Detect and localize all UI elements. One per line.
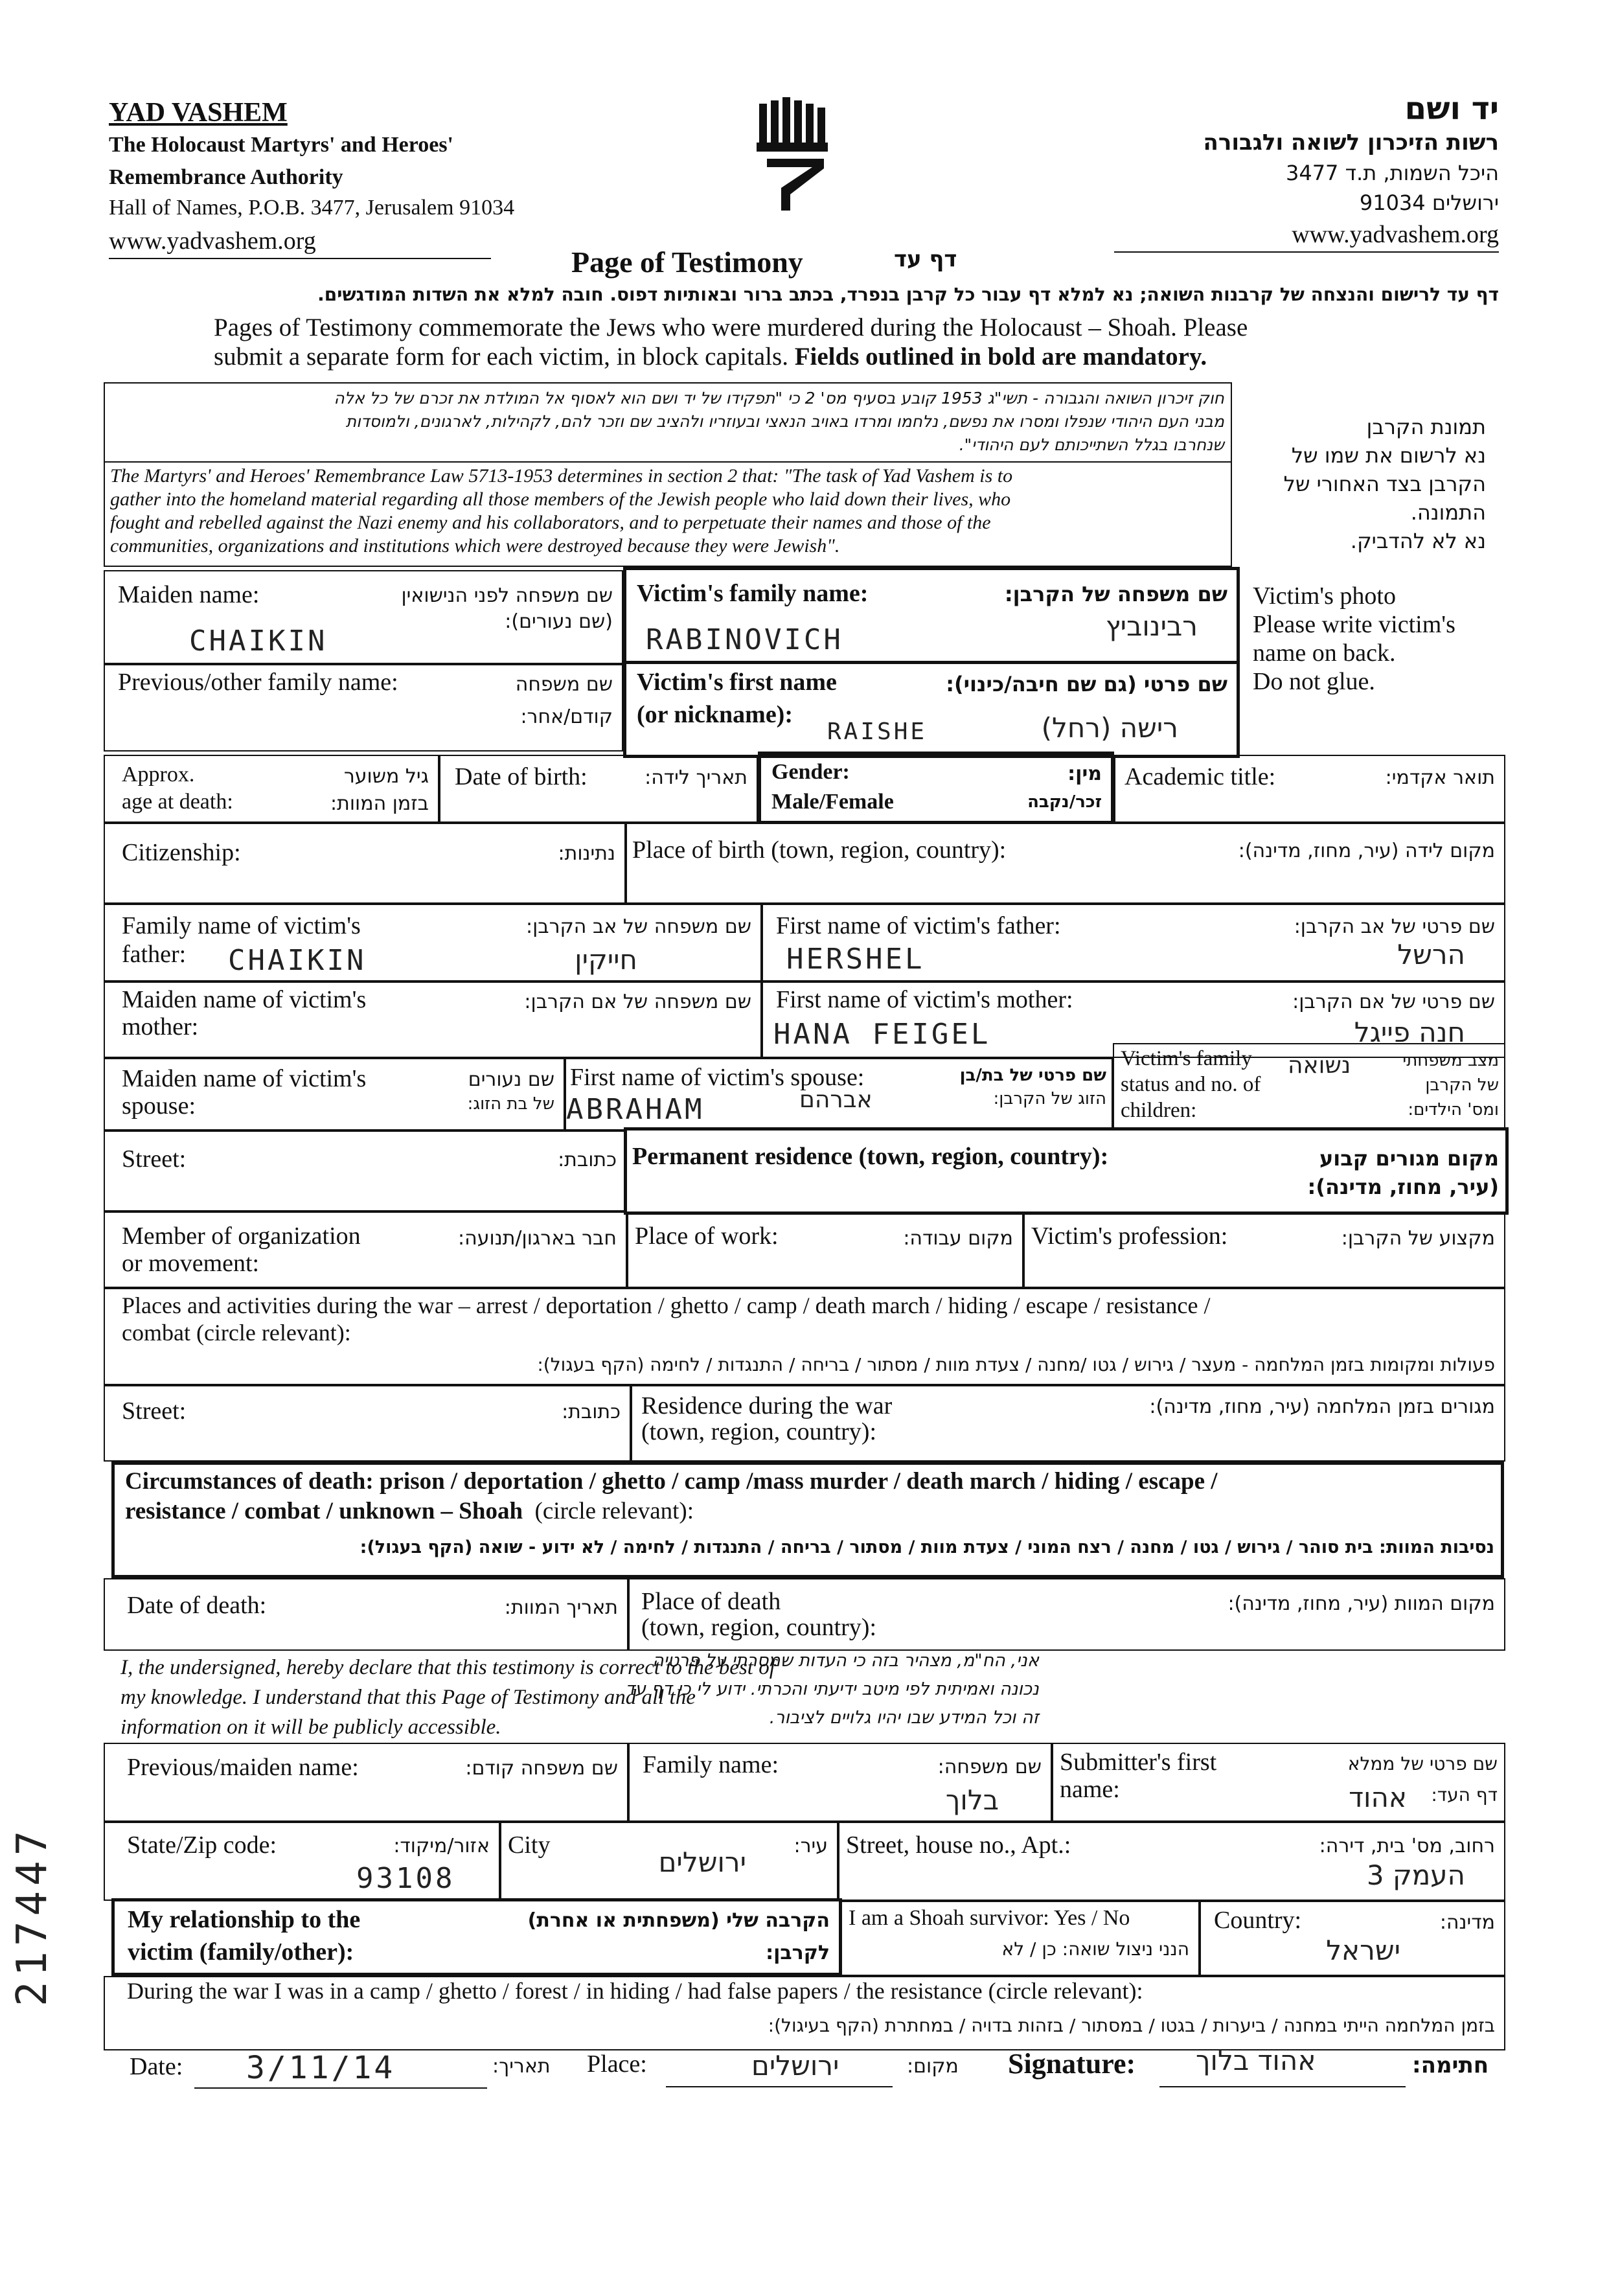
father-family-value-he: חייקין <box>575 944 637 976</box>
prev-family-name-label: Previous/other family name: <box>118 669 398 696</box>
intro-en-line2 <box>214 342 1207 371</box>
father-first-label: First name of victim's father: <box>776 912 1061 939</box>
perm-residence-field[interactable] <box>624 1127 1509 1215</box>
family-name-label: Victim's family name: <box>637 580 869 607</box>
intro-en-line2b: Fields outlined in bold are mandatory. <box>794 343 1207 371</box>
academic-title-field[interactable] <box>1114 755 1505 823</box>
country-value: ישראל <box>1326 1934 1400 1966</box>
spouse-maiden-label-2: spouse: <box>122 1092 196 1119</box>
submitter-family-name-field[interactable] <box>628 1743 1052 1822</box>
first-name-label: Victim's first name <box>637 669 837 696</box>
org-en-name: YAD VASHEM <box>109 98 288 128</box>
maiden-name-field[interactable] <box>104 570 623 664</box>
date-of-death-field[interactable] <box>104 1578 628 1651</box>
photo-he-5: נא לא להדביק. <box>1350 529 1486 553</box>
relationship-field[interactable] <box>111 1898 842 1976</box>
city-field[interactable] <box>500 1822 838 1901</box>
maiden-name-label-he: שם משפחה לפני הנישואין <box>401 584 613 607</box>
zip-label: State/Zip code: <box>127 1831 277 1859</box>
date-label-he: תאריך: <box>492 2055 551 2078</box>
age-label: Approx. <box>122 763 195 786</box>
war-residence-label-2: (town, region, country): <box>641 1418 877 1445</box>
father-family-label-2: father: <box>122 941 187 968</box>
street-address-value: העמק 3 <box>1366 1859 1465 1891</box>
relationship-label-2: victim (family/other): <box>128 1938 354 1966</box>
dob-label-he: תאריך לידה: <box>645 766 747 789</box>
law-he-line1: חוק זיכרון השואה והגבורה - תשי"ג 1953 קובע בסעיף מס' 2 כי "תפקידו של יד ושם הוא לאסוף אל המולדת את זכרם של כל אלה <box>334 389 1224 408</box>
war-residence-label: Residence during the war <box>641 1392 893 1419</box>
zip-label-he: אזור/מיקוד: <box>393 1835 490 1857</box>
intro-en-line2a: submit a separate form for each victim, in block capitals. <box>214 343 795 371</box>
spouse-first-field[interactable] <box>565 1058 1113 1131</box>
father-first-value-he: הרשל <box>1397 939 1465 970</box>
street-address-field[interactable] <box>838 1822 1505 1901</box>
law-en-line1: The Martyrs' and Heroes' Remembrance Law 5713-1953 determines in section 2 that: "The task of Yad Vashem is to <box>110 465 1013 487</box>
org-en-web: www.yadvashem.org <box>109 227 316 255</box>
street-label: Street: <box>122 1145 187 1173</box>
circumstances-label-2a: resistance / combat / unknown – Shoah <box>125 1498 523 1524</box>
org-en-line1: The Holocaust Martyrs' and Heroes' <box>109 133 453 157</box>
street-label-he: כתובת: <box>558 1149 617 1171</box>
org-he-line3: ירושלים 91034 <box>1359 190 1499 215</box>
street-field[interactable] <box>104 1131 627 1211</box>
perm-residence-label: Permanent residence (town, region, country): <box>632 1143 1109 1170</box>
street-address-label-he: רחוב, מס' בית, דירה: <box>1319 1835 1495 1857</box>
place-of-birth-label: Place of birth (town, region, country): <box>632 836 1007 864</box>
place-of-death-field[interactable] <box>628 1578 1505 1651</box>
age-label-2: age at death: <box>122 790 233 814</box>
father-first-value: HERSHEL <box>786 943 925 976</box>
law-en-line3: fought and rebelled against the Nazi enemy and his collaborators, and to perpetuate their names and those of the <box>110 512 991 533</box>
submitter-family-name-label-he: שם משפחה: <box>937 1756 1042 1778</box>
city-label-he: עיר: <box>793 1835 828 1857</box>
zip-field[interactable] <box>104 1822 500 1901</box>
date-of-death-label-he: תאריך המוות: <box>504 1596 618 1619</box>
law-en-line4: communities, organizations and institutions which were destroyed because they were Jewish". <box>110 535 840 557</box>
places-label-2: combat (circle relevant): <box>122 1320 351 1346</box>
date-value[interactable]: 3/11/14 <box>246 2050 396 2086</box>
signature-label-he: חתימה: <box>1412 2052 1489 2078</box>
circumstances-label: Circumstances of death: prison / deportation / ghetto / camp /mass murder / death march / hiding / escape / <box>125 1468 1218 1495</box>
photo-he-3: הקרבן בצד האחורי של <box>1283 472 1486 496</box>
first-name-value: RAISHE <box>827 718 928 745</box>
date-label: Date: <box>130 2053 183 2080</box>
place-of-death-label: Place of death <box>641 1588 781 1615</box>
mother-maiden-label-he: שם משפחה של אם הקרבן: <box>524 991 751 1013</box>
father-family-value: CHAIKIN <box>228 944 367 977</box>
family-status-label: Victim's family <box>1121 1047 1252 1070</box>
spouse-maiden-label-he: שם נעורים <box>468 1068 554 1091</box>
submitter-family-name-value: בלוך <box>945 1784 999 1816</box>
mother-first-label: First name of victim's mother: <box>776 986 1073 1013</box>
mother-maiden-field[interactable] <box>104 982 762 1058</box>
org-en-line2: Remembrance Authority <box>109 165 343 189</box>
gender-label-he2: זכר/נקבה <box>1027 792 1102 812</box>
intro-en-line1: Pages of Testimony commemorate the Jews who were murdered during the Holocaust – Shoah. Please <box>214 314 1248 341</box>
member-field[interactable] <box>104 1211 627 1288</box>
places-label: Places and activities during the war – arrest / deportation / ghetto / camp / death march / hiding / escape / resistance / <box>122 1292 1211 1318</box>
law-en-line2: gather into the homeland material regarding all those members of the Jewish people who laid down their lives, who <box>110 488 1011 510</box>
relationship-label-he2: לקרבן: <box>766 1942 830 1964</box>
family-name-field[interactable] <box>623 567 1240 664</box>
family-status-value-he: נשואה <box>1288 1052 1351 1079</box>
member-label: Member of organization <box>122 1223 361 1250</box>
relationship-label-he: הקרבה שלי (משפחתית או אחרת) <box>527 1909 830 1932</box>
family-status-label-3: children: <box>1121 1099 1197 1122</box>
submitter-first-name-label-2: name: <box>1060 1776 1120 1803</box>
father-family-label: Family name of victim's <box>122 912 361 939</box>
mother-maiden-label-2: mother: <box>122 1013 199 1040</box>
first-name-value-he: רישה (רחל) <box>1041 712 1178 744</box>
page-title-he: דף עד <box>894 246 957 272</box>
place-label-he: מקום: <box>907 2055 959 2078</box>
zip-value: 93108 <box>356 1862 455 1895</box>
work-label: Place of work: <box>635 1223 779 1250</box>
profession-field[interactable] <box>1023 1211 1505 1288</box>
country-label: Country: <box>1214 1907 1302 1934</box>
dob-label: Date of birth: <box>455 763 588 790</box>
submitter-prev-name-label-he: שם משפחה קודם: <box>465 1757 618 1780</box>
declaration-he-2: נכונה ואמיתית לפי מיטב ידיעתי והכרתי. ידוע לי כי דף עד <box>625 1679 1039 1699</box>
family-status-label-he3: ומס' הילדים: <box>1408 1100 1499 1119</box>
photo-en-3: name on back. <box>1253 639 1396 667</box>
dob-field[interactable] <box>439 755 758 823</box>
city-label: City <box>508 1831 551 1859</box>
war-experience-label-he: בזמן המלחמה הייתי במחנה / ביערות / בגטו / במסתור / בזהות בדויה / במחתרת (הקף בעיגול): <box>768 2015 1495 2036</box>
photo-he-1: תמונת הקרבן <box>1366 415 1486 439</box>
first-name-label-2: (or nickname): <box>637 701 793 728</box>
family-status-label-he: מצב משפחתי <box>1402 1051 1499 1070</box>
father-family-field[interactable] <box>104 904 762 982</box>
law-he-line3: שנחרבו בגלל השתייכותם לעם היהודי". <box>959 435 1224 454</box>
first-name-field[interactable] <box>623 661 1240 758</box>
street-address-label: Street, house no., Apt.: <box>846 1831 1071 1859</box>
mother-first-value-he: חנה פייגל <box>1354 1016 1465 1048</box>
mother-first-label-he: שם פרטי של אם הקרבן: <box>1292 991 1495 1013</box>
law-box <box>104 382 1232 567</box>
war-experience-label: During the war I was in a camp / ghetto / forest / in hiding / had false papers / the resistance (circle relevant): <box>127 1978 1143 2004</box>
prev-family-name-label-he2: קודם/אחר: <box>520 706 613 728</box>
spouse-maiden-label: Maiden name of victim's <box>122 1065 367 1092</box>
circumstances-label-he: נסיבות המוות: בית סוהר / גירוש / גטו / מחנה / רצח המוני / צעדת מוות / מסתור / בריחה / התנגדות / לחימה / לא ידוע - שואה (הקף בעגול): <box>359 1537 1494 1557</box>
mother-first-value: HANA FEIGEL <box>773 1018 991 1051</box>
spouse-first-label: First name of victim's spouse: <box>570 1064 865 1091</box>
father-family-label-he: שם משפחה של אב הקרבן: <box>525 915 751 938</box>
member-label-2: or movement: <box>122 1250 260 1277</box>
org-he-web: www.yadvashem.org <box>1292 221 1499 248</box>
photo-en-2: Please write victim's <box>1253 611 1455 638</box>
declaration-en-3: information on it will be publicly accessible. <box>120 1716 501 1739</box>
academic-title-label: Academic title: <box>1124 763 1276 790</box>
family-status-label-2: status and no. of <box>1121 1073 1261 1096</box>
yad-vashem-logo <box>751 97 836 214</box>
place-of-death-label-he: מקום המוות (עיר, מחוז, מדינה): <box>1227 1592 1495 1615</box>
spouse-maiden-label-he2: של בת הזוג: <box>467 1094 554 1114</box>
org-he-line1: רשות הזיכרון לשואה ולגבורה <box>1203 130 1499 155</box>
war-residence-field[interactable] <box>631 1385 1505 1462</box>
spouse-first-label-he: שם פרטי של בת/בן <box>959 1066 1106 1085</box>
place-of-birth-field[interactable] <box>626 823 1505 904</box>
academic-title-label-he: תואר אקדמי: <box>1385 766 1495 789</box>
perm-residence-label-he2: (עיר, מחוז, מדינה): <box>1307 1175 1499 1199</box>
family-name-label-he: שם משפחה של הקרבן: <box>1004 582 1227 606</box>
family-name-value: RABINOVICH <box>646 623 843 656</box>
place-value[interactable]: ירושלים <box>751 2050 839 2082</box>
citizenship-label-he: נתינות: <box>558 842 615 865</box>
intro-he: דף עד לרישום והנצחה של קרבנות השואה; נא למלא דף עבור כל קרבן בנפרד, בכתב ברור ובאותיות דפוס. חובה למלא את השדות המודגשים. <box>317 284 1499 305</box>
margin-number: 217447 <box>8 1825 56 2006</box>
mother-maiden-label: Maiden name of victim's <box>122 986 367 1013</box>
maiden-name-label: Maiden name: <box>118 581 260 608</box>
declaration-en-1: I, the undersigned, hereby declare that this testimony is correct to the best of <box>120 1656 775 1679</box>
submitter-first-name-value: אהוד <box>1349 1782 1407 1813</box>
photo-en-1: Victim's photo <box>1253 582 1396 610</box>
family-status-field[interactable] <box>1113 1043 1505 1131</box>
submitter-first-name-field[interactable] <box>1052 1743 1505 1822</box>
declaration-he-1: אני, הח"מ, מצהיר בזה כי העדות שמסרתי על פרטיה <box>652 1651 1039 1671</box>
war-residence-label-he: מגורים בזמן המלחמה (עיר, מחוז, מדינה): <box>1149 1395 1495 1418</box>
war-street-field[interactable] <box>104 1385 631 1462</box>
declaration-en-2: my knowledge. I understand that this Page of Testimony and all the <box>120 1686 696 1709</box>
country-field[interactable] <box>1200 1901 1505 1976</box>
maiden-name-label-he2: (שם נעורים): <box>505 610 613 633</box>
city-value: ירושלים <box>658 1846 746 1878</box>
declaration-he-3: זה וכל המידע שבו יהיו גלויים לציבור. <box>769 1708 1039 1728</box>
signature-label: Signature: <box>1008 2048 1136 2080</box>
citizenship-label: Citizenship: <box>122 839 241 866</box>
maiden-name-value: CHAIKIN <box>189 625 328 658</box>
spouse-first-label-he2: הזוג של הקרבן: <box>993 1089 1106 1108</box>
photo-he-2: נא לרשום את שמו של <box>1291 443 1486 468</box>
circumstances-label-2 <box>125 1497 694 1525</box>
spouse-first-value: ABRAHAM <box>566 1093 705 1126</box>
spouse-maiden-field[interactable] <box>104 1058 565 1131</box>
org-he-line2: היכל השמות, ת.ד 3477 <box>1285 161 1499 185</box>
father-first-label-he: שם פרטי של אב הקרבן: <box>1294 915 1495 938</box>
age-label-he: גיל משוער <box>343 765 429 788</box>
war-experience-field[interactable] <box>104 1976 1505 2050</box>
spouse-first-value-he: אברהם <box>799 1086 873 1113</box>
submitter-prev-name-field[interactable] <box>104 1743 628 1822</box>
war-street-label-he: כתובת: <box>562 1401 621 1423</box>
father-first-field[interactable] <box>762 904 1505 982</box>
circumstances-field[interactable] <box>111 1462 1504 1578</box>
age-field[interactable] <box>104 755 439 823</box>
place-of-birth-label-he: מקום לידה (עיר, מחוז, מדינה): <box>1238 840 1495 862</box>
age-label-he2: בזמן המוות: <box>330 792 429 815</box>
gender-label-he: מין: <box>1067 763 1102 785</box>
page-title: Page of Testimony <box>571 246 803 279</box>
work-label-he: מקום עבודה: <box>903 1227 1013 1250</box>
survivor-field[interactable] <box>841 1901 1200 1976</box>
work-field[interactable] <box>627 1211 1023 1288</box>
place-of-death-label-2: (town, region, country): <box>641 1614 877 1641</box>
place-label: Place: <box>587 2050 647 2078</box>
survivor-label-he: הנני ניצול שואה: כן / לא <box>1001 1938 1189 1960</box>
family-name-value-he: רבינוביץ <box>1106 610 1198 642</box>
places-label-he: פעולות ומקומות בזמן המלחמה - מעצר / גירוש / גטו /מחנה / צעדת מוות / מסתור / בריחה / התנגדות / לחימה (הקף בעגול): <box>537 1354 1495 1375</box>
circumstances-label-2b: (circle relevant): <box>534 1498 694 1524</box>
photo-en-4: Do not glue. <box>1253 668 1375 695</box>
submitter-family-name-label: Family name: <box>643 1751 779 1778</box>
family-status-label-he2: של הקרבן <box>1425 1075 1499 1095</box>
member-label-he: חבר בארגון/תנועה: <box>458 1227 617 1250</box>
submitter-first-name-label-he2: דף העד: <box>1431 1784 1498 1806</box>
places-activities-field[interactable] <box>104 1288 1505 1385</box>
submitter-first-name-label-he: שם פרטי של ממלא <box>1347 1753 1498 1774</box>
gender-label: Gender: <box>771 760 850 784</box>
org-he-name: יד ושם <box>1404 91 1499 127</box>
date-of-death-label: Date of death: <box>127 1592 267 1619</box>
submitter-first-name-label: Submitter's first <box>1060 1749 1217 1776</box>
country-label-he: מדינה: <box>1439 1911 1495 1934</box>
signature-value[interactable]: אהוד בלוך <box>1196 2045 1316 2076</box>
photo-he-4: התמונה. <box>1410 500 1486 525</box>
war-street-label: Street: <box>122 1397 187 1425</box>
relationship-label: My relationship to the <box>128 1906 361 1933</box>
submitter-prev-name-label: Previous/maiden name: <box>127 1754 359 1781</box>
org-en-address: Hall of Names, P.O.B. 3477, Jerusalem 91034 <box>109 196 515 220</box>
prev-family-name-label-he: שם משפחה <box>515 673 613 696</box>
gender-label-2: Male/Female <box>771 790 894 814</box>
prev-family-name-field[interactable] <box>104 664 623 752</box>
perm-residence-label-he: מקום מגורים קבוע <box>1319 1146 1499 1171</box>
survivor-label: I am a Shoah survivor: Yes / No <box>849 1906 1130 1930</box>
profession-label-he: מקצוע של הקרבן: <box>1341 1227 1495 1250</box>
gender-field[interactable] <box>758 752 1114 824</box>
first-name-label-he: שם פרטי (גם שם חיבה/כינוי): <box>946 672 1227 696</box>
citizenship-field[interactable] <box>104 823 626 904</box>
profession-label: Victim's profession: <box>1031 1223 1228 1250</box>
law-he-line2: מבני העם היהודי שנפלו ומסרו את נפשם, נלחמו ומרדו באויב הנאצי ובעוזריו ולהציב שם וזכר להם, לקהילות, לארגונים, ולמוסדות <box>345 412 1224 431</box>
